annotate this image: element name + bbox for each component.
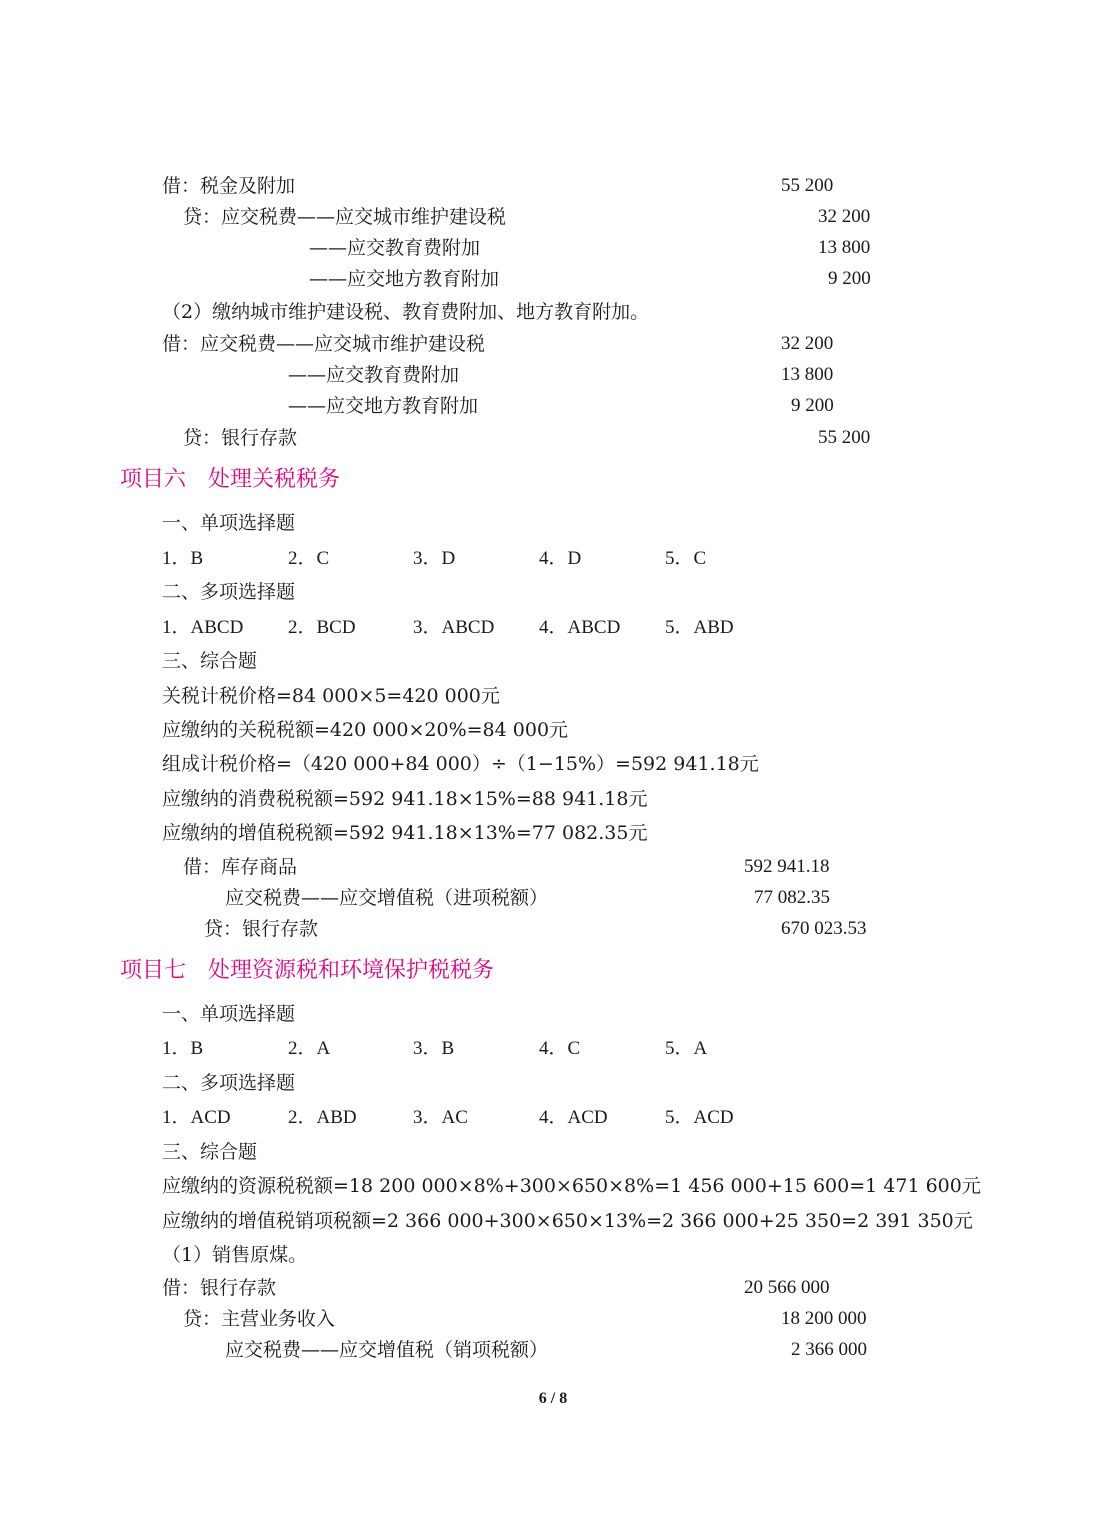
calc-line: 组成计税价格=（420 000+84 000）÷（1−15%）=592 941.18元 — [162, 753, 759, 775]
calc-line: 应缴纳的增值税税额=592 941.18×13%=77 082.35元 — [162, 822, 648, 844]
entry-credit-line: 贷：主营业务收入 — [183, 1308, 336, 1330]
answer-item: 5．A — [665, 1038, 708, 1059]
section-heading: 项目七 处理资源税和环境保护税税务 — [120, 958, 495, 983]
answer-item: 2．C — [288, 548, 330, 569]
entry-debit-line: ——应交地方教育附加 — [288, 395, 479, 417]
answer-item: 2．A — [288, 1038, 331, 1059]
entry-credit-amount: 670 023.53 — [781, 918, 867, 939]
answer-item: 4．ABCD — [539, 617, 621, 638]
answer-item: 5．ACD — [665, 1107, 734, 1128]
calc-line: 应缴纳的资源税税额=18 200 000×8%+300×650×8%=1 456 000+15 600=1 471 600元 — [162, 1175, 981, 1197]
entry-debit-amount: 77 082.35 — [754, 887, 830, 908]
step-title: （2）缴纳城市维护建设税、教育费附加、地方教育附加。 — [162, 301, 650, 323]
answer-item: 1．B — [162, 548, 204, 569]
entry-credit-line: 贷：银行存款 — [183, 427, 298, 449]
answer-item: 4．C — [539, 1038, 581, 1059]
entry-debit-amount: 13 800 — [781, 364, 834, 385]
answer-item: 2．BCD — [288, 617, 356, 638]
entry-debit-line: 应交税费——应交增值税（进项税额） — [225, 887, 549, 909]
entry-debit-amount: 20 566 000 — [744, 1277, 830, 1298]
answer-item: 3．D — [413, 548, 456, 569]
calc-line: 关税计税价格=84 000×5=420 000元 — [162, 685, 500, 707]
entry-debit-line: 借：库存商品 — [183, 856, 298, 878]
answer-item: 3．AC — [413, 1107, 468, 1128]
entry-credit-amount: 2 366 000 — [791, 1339, 867, 1360]
answer-item: 5．ABD — [665, 617, 734, 638]
answer-item: 5．C — [665, 548, 707, 569]
entry-debit-amount: 592 941.18 — [744, 856, 830, 877]
page-number: 6 / 8 — [538, 1390, 568, 1407]
subsection-title: 二、多项选择题 — [162, 1072, 296, 1094]
entry-credit-amount: 9 200 — [828, 268, 871, 289]
subsection-title: 三、综合题 — [162, 650, 258, 672]
entry-credit-line: ——应交地方教育附加 — [309, 268, 500, 290]
entry-credit-line: 贷：银行存款 — [204, 918, 319, 940]
step-title: （1）销售原煤。 — [162, 1244, 308, 1266]
subsection-title: 二、多项选择题 — [162, 581, 296, 603]
entry-debit-line: 借：应交税费——应交城市维护建设税 — [162, 333, 486, 355]
entry-credit-amount: 32 200 — [818, 206, 871, 227]
calc-line: 应缴纳的增值税销项税额=2 366 000+300×650×13%=2 366 000+25 350=2 391 350元 — [162, 1210, 973, 1232]
calc-line: 应缴纳的消费税税额=592 941.18×15%=88 941.18元 — [162, 788, 648, 810]
subsection-title: 三、综合题 — [162, 1141, 258, 1163]
subsection-title: 一、单项选择题 — [162, 512, 296, 534]
answer-item: 3．B — [413, 1038, 455, 1059]
answer-item: 1．B — [162, 1038, 204, 1059]
entry-debit-amount: 9 200 — [791, 395, 834, 416]
answer-item: 4．ACD — [539, 1107, 608, 1128]
entry-credit-line: 贷：应交税费——应交城市维护建设税 — [183, 206, 507, 228]
entry-debit-line: 借：税金及附加 — [162, 175, 296, 197]
section-heading: 项目六 处理关税税务 — [120, 467, 341, 492]
entry-credit-line: 应交税费——应交增值税（销项税额） — [225, 1339, 549, 1361]
entry-debit-amount: 32 200 — [781, 333, 834, 354]
entry-debit-line: 借：银行存款 — [162, 1277, 277, 1299]
answer-item: 2．ABD — [288, 1107, 357, 1128]
answer-item: 1．ABCD — [162, 617, 244, 638]
entry-debit-amount: 55 200 — [781, 175, 834, 196]
entry-credit-amount: 13 800 — [818, 237, 871, 258]
subsection-title: 一、单项选择题 — [162, 1003, 296, 1025]
answer-item: 3．ABCD — [413, 617, 495, 638]
entry-credit-amount: 18 200 000 — [781, 1308, 867, 1329]
answer-item: 4．D — [539, 548, 582, 569]
calc-line: 应缴纳的关税税额=420 000×20%=84 000元 — [162, 719, 569, 741]
answer-item: 1．ACD — [162, 1107, 231, 1128]
entry-debit-line: ——应交教育费附加 — [288, 364, 460, 386]
entry-credit-amount: 55 200 — [818, 427, 871, 448]
entry-credit-line: ——应交教育费附加 — [309, 237, 481, 259]
